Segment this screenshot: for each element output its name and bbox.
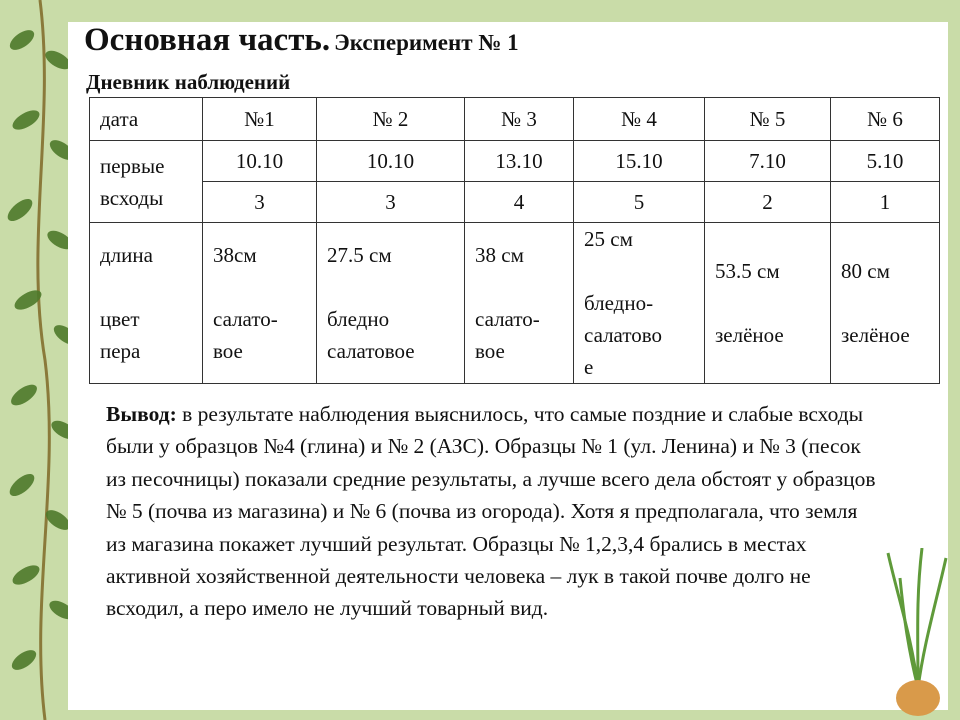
sample-cell — [317, 223, 465, 384]
length-value: 38см — [213, 243, 257, 267]
sample-cell — [465, 223, 574, 384]
color-value-line: бледно — [327, 307, 390, 331]
sprout-date-cell: 10.10 — [317, 141, 465, 182]
sprout-date-cell: 10.10 — [203, 141, 317, 182]
title-main: Основная часть. — [84, 22, 331, 58]
color-value-line: салато- — [475, 307, 540, 331]
sample-header: №1 — [203, 98, 317, 141]
length-value: 38 см — [475, 243, 524, 267]
color-value-line: зелёное — [715, 323, 784, 347]
sample-header: № 3 — [465, 98, 574, 141]
color-value-line: вое — [475, 339, 505, 363]
conclusion-label: Вывод: — [106, 402, 177, 426]
header-label: дата — [90, 98, 203, 141]
color-value-line: е — [584, 355, 594, 379]
conclusion-paragraph — [106, 398, 882, 625]
sprout-date-cell: 5.10 — [831, 141, 940, 182]
table-row — [90, 141, 940, 182]
length-value: 53.5 см — [715, 259, 780, 283]
sprout-rank-cell: 2 — [705, 182, 831, 223]
color-value-line: вое — [213, 339, 243, 363]
sprout-date-cell: 15.10 — [574, 141, 705, 182]
table-row — [90, 223, 940, 384]
sample-header: № 4 — [574, 98, 705, 141]
sample-cell — [574, 223, 705, 384]
sprouts-label-line: всходы — [100, 185, 164, 210]
sample-cell — [203, 223, 317, 384]
onion-illustration — [878, 548, 958, 720]
title-experiment: Эксперимент № 1 — [334, 30, 519, 55]
sprout-rank-cell: 4 — [465, 182, 574, 223]
sample-cell — [705, 223, 831, 384]
length-label: длина — [100, 243, 153, 267]
page-title — [84, 22, 519, 59]
sample-header: № 2 — [317, 98, 465, 141]
sprout-rank-cell: 5 — [574, 182, 705, 223]
sprout-date-cell: 13.10 — [465, 141, 574, 182]
sprouts-label — [90, 141, 203, 223]
length-value: 27.5 см — [327, 243, 392, 267]
conclusion-text: в результате наблюдения выяснилось, что самые поздние и слабые всходы были у образцов №4 (глина) и № 2 (АЗС). Образцы № 1 (ул. Ленина) и № 3 (песок из песочницы) показали средние результаты, а лучше всего дела обстоят у образцов № 5 (почва из магазина) и № 6 (почва из огорода). Хотя я предполагала, что земля из магазина покажет лучший результат. Образцы № 1,2,3,4 брались в местах активной хозяйственной деятельности человека – лук в такой почве долго не всходил, а перо имело не лучший товарный вид. — [106, 402, 876, 621]
table-header-row — [90, 98, 940, 141]
color-value-line: салато- — [213, 307, 278, 331]
table-row — [90, 182, 940, 223]
sprout-rank-cell: 3 — [317, 182, 465, 223]
page-subtitle: Дневник наблюдений — [86, 70, 291, 94]
sample-header: № 5 — [705, 98, 831, 141]
length-color-label — [90, 223, 203, 384]
color-label-line: цвет — [100, 307, 140, 331]
color-label-line: пера — [100, 339, 141, 363]
color-value-line: салатовое — [327, 339, 415, 363]
length-value: 80 см — [841, 259, 890, 283]
length-value: 25 см — [584, 227, 633, 251]
color-value-line: салатово — [584, 323, 663, 347]
sprouts-label-line: первые — [100, 153, 165, 178]
sample-cell — [831, 223, 940, 384]
sprout-date-cell: 7.10 — [705, 141, 831, 182]
color-value-line: бледно- — [584, 291, 654, 315]
sample-header: № 6 — [831, 98, 940, 141]
sprout-rank-cell: 3 — [203, 182, 317, 223]
sprout-rank-cell: 1 — [831, 182, 940, 223]
color-value-line: зелёное — [841, 323, 910, 347]
observation-table — [89, 97, 940, 384]
